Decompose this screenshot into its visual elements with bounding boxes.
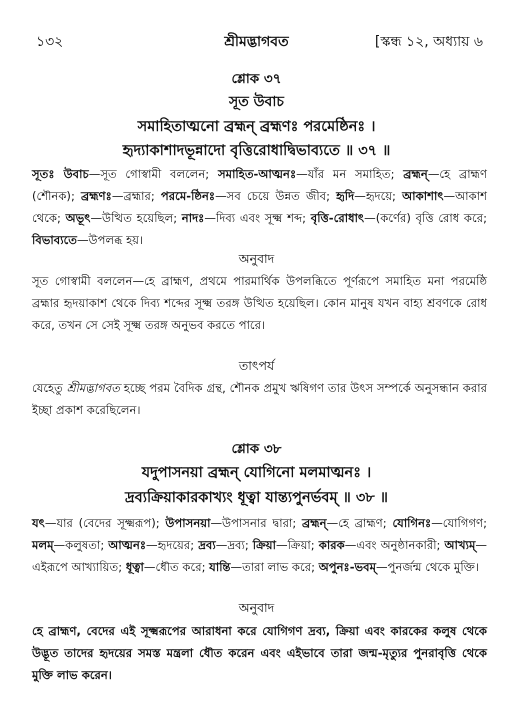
synonym-meaning: —(কর্ণের) বৃত্তি রোধ করে;	[364, 211, 487, 225]
synonym-word: ব্রহ্মন্	[302, 516, 327, 530]
synonym-word: কারক	[318, 538, 345, 552]
synonym-meaning: —পুনর্জন্ম থেকে মুক্তি।	[376, 560, 480, 574]
synonym-word: যৎ	[32, 516, 45, 530]
synonym-word: আখ্যম্	[444, 538, 476, 552]
synonym-word: পরমে-ষ্ঠিনঃ	[160, 189, 216, 203]
synonym-meaning: —হে ব্রাহ্মণ;	[326, 516, 393, 530]
synonym-word: ক্রিয়া	[252, 538, 276, 552]
verse-37-purport-label: তাৎপর্য	[238, 358, 275, 373]
synonym-word: মলম্	[32, 538, 54, 552]
synonym-meaning: —যার (বেদের সূক্ষ্মরূপ);	[44, 516, 166, 530]
synonym-word: বৃত্তি-রোধাৎ	[310, 211, 365, 225]
synonym-word: যান্তি	[209, 560, 231, 574]
verse-37-translation-label: অনুবাদ	[238, 251, 275, 266]
verse-37-synonyms	[32, 163, 487, 251]
chapter-reference: [স্কন্ধ ১২, অধ্যায় ৬	[374, 34, 483, 50]
synonym-word: আকাশাৎ	[402, 189, 444, 203]
synonym-word: অভূৎ	[65, 211, 91, 225]
verse-38-synonyms	[32, 512, 487, 578]
synonym-word: আত্মনঃ	[108, 538, 147, 552]
synonym-meaning: —হৃদয়ের;	[146, 538, 199, 552]
synonym-word: ধূত্বা	[125, 560, 144, 574]
synonym-meaning: —হৃদয়ে;	[354, 189, 403, 203]
page-number: ১৩২	[36, 34, 64, 50]
verse-37-line-2: হৃদ্যাকাশাদভূন্নাদো বৃত্তিরোধাদ্বিভাব্যতে ॥ ৩৭ ॥	[122, 143, 391, 159]
verse-38-translation: হে ব্রাহ্মণ, বেদের এই সূক্ষ্মরূপের আরাধনা করে যোগিগণ দ্রব্য, ক্রিয়া এবং কারকের কলুষ থেকে উদ্ভূত তাদের হৃদয়ের সমস্ত মন্ত্রলা ধৌত করেন এবং এইভাবে তারা জন্ম-মৃত্যুর পুনরাবৃত্তি থেকে মুক্তি লাভ করেন।	[32, 624, 487, 682]
synonym-word: নাদঃ	[181, 211, 205, 225]
verse-38-label: শ্লোক ৩৮	[231, 441, 282, 457]
synonym-word: বিভাব্যতে	[32, 233, 77, 247]
purport-text: যেহেতু	[32, 381, 67, 395]
verse-38-line-1: যদুপাসনয়া ব্রহ্মন্ যোগিনো মলমাত্মনঃ ।	[141, 465, 372, 481]
synonym-word: ব্রহ্মন্	[403, 167, 428, 181]
synonym-meaning: —হে ব্রাহ্মণ (শৌনক);	[32, 167, 487, 203]
book-title-italic: শ্রীমদ্ভাগবত	[66, 381, 120, 395]
synonym-meaning: —উত্থিত হয়েছিল;	[90, 211, 182, 225]
purport-text: হচ্ছে পরম বৈদিক গ্রন্থ, শৌনক প্রমুখ ঋষিগণ তার উৎস সম্পর্কে অনুসন্ধান করার ইচ্ছা প্রকাশ করেছিলেন।	[32, 381, 487, 417]
synonym-meaning: —এবং অনুষ্ঠানকারী;	[344, 538, 445, 552]
verse-37-line-1: সমাহিতাত্মনো ব্রহ্মন্ ব্রহ্মণঃ পরমেষ্ঠিনঃ ।	[137, 119, 376, 135]
verse-37-label: শ্লোক ৩৭	[231, 71, 282, 87]
synonym-word: দ্রব্য	[198, 538, 216, 552]
verse-38-translation-label: অনুবাদ	[238, 600, 275, 615]
synonym-word: উপাসনয়া	[165, 516, 211, 530]
synonym-word: অপুনঃ-ভবম্	[318, 560, 377, 574]
synonym-word: সূতঃ উবাচ	[32, 167, 89, 181]
synonym-meaning: —কলুষতা;	[53, 538, 109, 552]
synonym-meaning: —উপাসনার দ্বারা;	[210, 516, 303, 530]
synonym-meaning: —এইরূপে আখ্যায়িত;	[32, 538, 487, 574]
synonym-meaning: —তারা লাভ করে;	[230, 560, 319, 574]
synonym-meaning: —সব চেয়ে উন্নত জীব;	[215, 189, 337, 203]
synonym-meaning: —ক্রিয়া;	[275, 538, 319, 552]
synonym-meaning: —আকাশ থেকে;	[32, 189, 487, 225]
synonym-meaning: —ধৌত করে;	[143, 560, 210, 574]
synonym-meaning: —যাঁর মন সমাহিত;	[296, 167, 404, 181]
synonym-word: ব্রহ্মণঃ	[81, 189, 112, 203]
synonym-word: হৃদি	[336, 189, 355, 203]
verse-37-speaker: সূত উবাচ	[229, 94, 284, 110]
synonym-meaning: —সূত গোস্বামী বললেন;	[88, 167, 218, 181]
synonym-word: সমাহিত-আত্মনঃ	[217, 167, 297, 181]
running-title: শ্রীমদ্ভাগবত	[224, 34, 289, 50]
synonym-meaning: —যোগিগণ;	[431, 516, 487, 530]
synonym-meaning: —দ্রব্য;	[215, 538, 253, 552]
verse-37-translation: সূত গোস্বামী বললেন—হে ব্রাহ্মণ, প্রথমে পারমার্থিক উপলব্ধিতে পূর্ণরূপে সমাহিত মনা পরমেষ্ঠি ব্রহ্মার হৃদয়াকাশ থেকে দিব্য শব্দের সূক্ষ্ম তরঙ্গ উত্থিত হয়েছিল। কোন মানুষ যখন বাহ্য শ্রবণকে রোধ করে, তখন সে সেই সূক্ষ্ম তরঙ্গ অনুভব করতে পারে।	[32, 274, 487, 332]
synonym-meaning: —উপলব্ধ হয়।	[76, 233, 144, 247]
synonym-meaning: —দিব্য এবং সূক্ষ্ম শব্দ;	[204, 211, 311, 225]
synonym-meaning: —ব্রহ্মার;	[111, 189, 161, 203]
verse-37-purport	[32, 377, 487, 421]
verse-38-line-2: দ্রব্যক্রিয়াকারকাখ্যং ধূত্বা যান্ত্যপুনর্ভবম্ ॥ ৩৮ ॥	[125, 490, 388, 506]
synonym-word: যোগিনঃ	[392, 516, 432, 530]
